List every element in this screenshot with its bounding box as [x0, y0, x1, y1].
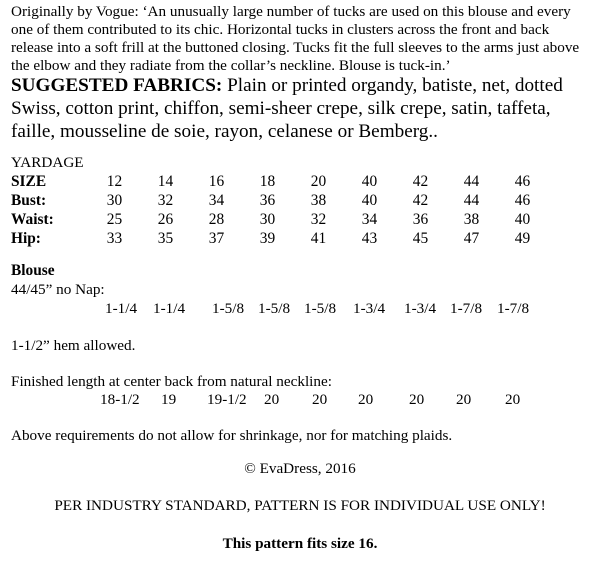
nap-yardage-value: 1-1/4 — [105, 300, 138, 317]
size-chart-cell: 25 — [106, 210, 123, 228]
size-chart-cell: 46 — [514, 172, 531, 190]
description-paragraph: Originally by Vogue: ‘An unusually large number of tucks are used on this blouse and every one of them contributed to its chic. Horizontal tucks in clusters across the front and back release into a soft frill at the buttoned closing. Tucks fit the full sleeves to the arms just above the elbow and they radiate from the collar’s neckline. Blouse is tuck-in.’ — [11, 3, 580, 74]
size-chart-cell: 12 — [106, 172, 123, 190]
size-chart-cell: 32 — [157, 191, 174, 209]
finished-length-value: 19-1/2 — [207, 391, 247, 408]
size-chart-cell: 30 — [106, 191, 123, 209]
size-chart-row — [11, 210, 548, 229]
nap-yardage-value: 1-5/8 — [258, 300, 291, 317]
size-chart-cell: 20 — [310, 172, 327, 190]
size-chart-cell: 49 — [514, 229, 531, 247]
size-chart-cell: 43 — [361, 229, 378, 247]
size-chart-table — [11, 172, 548, 248]
size-chart-cell: 40 — [361, 172, 378, 190]
size-chart-cell: 28 — [208, 210, 225, 228]
size-chart-cell: 16 — [208, 172, 225, 190]
size-chart-cell: 38 — [463, 210, 480, 228]
size-chart-row-label: Waist: — [11, 210, 54, 228]
size-chart-cell: 38 — [310, 191, 327, 209]
finished-length-row — [0, 391, 600, 411]
nap-yardage-value: 1-3/4 — [353, 300, 386, 317]
finished-length-label: Finished length at center back from natural neckline: — [11, 373, 332, 390]
size-chart-cell: 40 — [514, 210, 531, 228]
size-chart-cell: 42 — [412, 191, 429, 209]
size-chart-cell: 44 — [463, 191, 480, 209]
size-chart-row — [11, 172, 548, 191]
size-chart-cell: 14 — [157, 172, 174, 190]
nap-yardage-value: 1-5/8 — [212, 300, 245, 317]
finished-length-value: 20 — [264, 391, 280, 408]
size-chart-row-label: Hip: — [11, 229, 41, 247]
size-chart-cell: 18 — [259, 172, 276, 190]
usage-disclaimer: PER INDUSTRY STANDARD, PATTERN IS FOR INDIVIDUAL USE ONLY! — [54, 497, 546, 514]
size-chart-cell: 36 — [259, 191, 276, 209]
size-chart-cell: 46 — [514, 191, 531, 209]
size-chart-cell: 30 — [259, 210, 276, 228]
size-chart-cell: 42 — [412, 172, 429, 190]
finished-length-value: 20 — [409, 391, 425, 408]
size-chart-cell: 35 — [157, 229, 174, 247]
shrinkage-note: Above requirements do not allow for shrinkage, nor for matching plaids. — [11, 427, 453, 444]
size-chart-cell: 34 — [208, 191, 225, 209]
nap-yardage-value: 1-3/4 — [404, 300, 437, 317]
nap-yardage-value: 1-5/8 — [304, 300, 337, 317]
size-chart-cell: 33 — [106, 229, 123, 247]
size-chart-cell: 39 — [259, 229, 276, 247]
finished-length-value: 20 — [456, 391, 472, 408]
size-chart-row-label: Bust: — [11, 191, 47, 209]
size-chart-cell: 32 — [310, 210, 327, 228]
nap-yardage-row — [0, 300, 600, 320]
size-chart-cell: 47 — [463, 229, 480, 247]
finished-length-value: 19 — [161, 391, 177, 408]
size-chart-cell: 44 — [463, 172, 480, 190]
finished-length-value: 20 — [358, 391, 374, 408]
size-chart-cell: 37 — [208, 229, 225, 247]
copyright: © EvaDress, 2016 — [244, 460, 356, 477]
finished-length-value: 20 — [312, 391, 328, 408]
fabrics-list: Plain or printed organdy, batiste, net, dotted Swiss, cotton print, chiffon, semi-sheer crepe, silk crepe, satin, taffeta, faille, mousseline de soie, rayon, celanese or Bemberg.. — [11, 75, 563, 142]
size-chart-cell: 40 — [361, 191, 378, 209]
finished-length-value: 18-1/2 — [100, 391, 140, 408]
nap-yardage-value: 1-7/8 — [450, 300, 483, 317]
nap-yardage-value: 1-1/4 — [153, 300, 186, 317]
size-chart-row-label: SIZE — [11, 172, 47, 190]
size-chart-cell: 36 — [412, 210, 429, 228]
size-chart-cell: 26 — [157, 210, 174, 228]
suggested-fabrics — [11, 74, 595, 143]
size-chart-cell: 45 — [412, 229, 429, 247]
nap-label: 44/45” no Nap: — [11, 281, 105, 298]
fabrics-label: SUGGESTED FABRICS: — [11, 75, 223, 96]
size-chart-cell: 34 — [361, 210, 378, 228]
size-chart-row — [11, 229, 548, 248]
fits-size-note: This pattern fits size 16. — [222, 535, 378, 552]
size-chart-row — [11, 191, 548, 210]
size-chart-cell: 41 — [310, 229, 327, 247]
finished-length-value: 20 — [505, 391, 521, 408]
yardage-title: YARDAGE — [11, 154, 84, 171]
blouse-heading: Blouse — [11, 262, 55, 279]
nap-yardage-value: 1-7/8 — [497, 300, 530, 317]
hem-allowance: 1-1/2” hem allowed. — [11, 337, 136, 354]
